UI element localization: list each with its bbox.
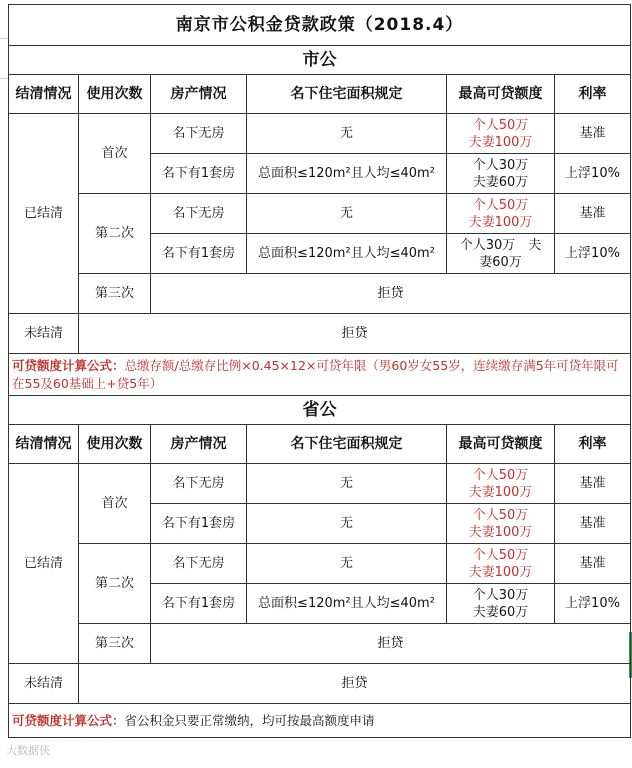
header-settlement: 结清情况 [9, 75, 79, 114]
property-cell: 名下无房 [151, 194, 247, 234]
amount-cell: 个人50万 夫妻100万 [447, 544, 555, 584]
header-max-amount: 最高可贷额度 [447, 425, 555, 464]
watermark: 大数据侠 [6, 744, 50, 757]
sheet-gridline [0, 38, 8, 39]
usage-third-cell: 第三次 [79, 624, 151, 664]
rate-cell: 基准 [555, 194, 631, 234]
table-row [9, 314, 631, 354]
table-row [9, 464, 631, 504]
sheet-gridline [0, 78, 8, 79]
area-cell: 无 [247, 504, 447, 544]
section-title-province: 省公 [9, 396, 631, 425]
usage-first-cell: 首次 [79, 114, 151, 194]
amount-cell: 个人30万 夫 妻60万 [447, 234, 555, 274]
amount-cell: 个人50万 夫妻100万 [447, 504, 555, 544]
property-cell: 名下有1套房 [151, 504, 247, 544]
header-settlement: 结清情况 [9, 425, 79, 464]
header-usage-count: 使用次数 [79, 425, 151, 464]
header-max-amount: 最高可贷额度 [447, 75, 555, 114]
table-row [9, 664, 631, 704]
header-row-province [9, 425, 631, 464]
rate-cell: 基准 [555, 114, 631, 154]
rate-cell: 基准 [555, 464, 631, 504]
table-row [9, 114, 631, 154]
amount-cell: 个人50万 夫妻100万 [447, 114, 555, 154]
table-row [9, 544, 631, 584]
header-property: 房产情况 [151, 75, 247, 114]
sheet-title: 南京市公积金贷款政策（2018.4） [9, 5, 631, 46]
usage-third-cell: 第三次 [79, 274, 151, 314]
refuse-cell: 拒贷 [151, 274, 631, 314]
table-row [9, 194, 631, 234]
unsettled-cell: 未结清 [9, 664, 79, 704]
property-cell: 名下有1套房 [151, 154, 247, 194]
settled-cell: 已结清 [9, 114, 79, 314]
table-row [9, 624, 631, 664]
amount-cell: 个人30万 夫妻60万 [447, 154, 555, 194]
header-area-rule: 名下住宅面积规定 [247, 75, 447, 114]
property-cell: 名下无房 [151, 464, 247, 504]
rate-cell: 上浮10% [555, 584, 631, 624]
formula-label: 可贷额度计算公式： [12, 712, 125, 728]
amount-cell: 个人50万 夫妻100万 [447, 194, 555, 234]
area-cell: 总面积≤120m²且人均≤40m² [247, 154, 447, 194]
formula-note-city [9, 354, 631, 396]
property-cell: 名下无房 [151, 544, 247, 584]
property-cell: 名下无房 [151, 114, 247, 154]
amount-cell: 个人50万 夫妻100万 [447, 464, 555, 504]
header-property: 房产情况 [151, 425, 247, 464]
usage-first-cell: 首次 [79, 464, 151, 544]
area-cell: 无 [247, 464, 447, 504]
header-area-rule: 名下住宅面积规定 [247, 425, 447, 464]
formula-text: 省公积金只要正常缴纳，均可按最高额度申请 [124, 712, 375, 728]
formula-text: 总缴存额/总缴存比例×0.45×12×可贷年限（男60岁女55岁，连续缴存满5年可贷年限可在55及60基础上+贷5年） [12, 357, 619, 391]
area-cell: 无 [247, 194, 447, 234]
policy-sheet [8, 4, 630, 738]
policy-table [8, 4, 631, 738]
amount-cell: 个人30万 夫妻60万 [447, 584, 555, 624]
rate-cell: 基准 [555, 544, 631, 584]
area-cell: 无 [247, 114, 447, 154]
rate-cell: 上浮10% [555, 234, 631, 274]
area-cell: 总面积≤120m²且人均≤40m² [247, 584, 447, 624]
header-row-city [9, 75, 631, 114]
rate-cell: 上浮10% [555, 154, 631, 194]
refuse-cell: 拒贷 [79, 664, 631, 704]
header-usage-count: 使用次数 [79, 75, 151, 114]
usage-second-cell: 第二次 [79, 544, 151, 624]
unsettled-cell: 未结清 [9, 314, 79, 354]
header-rate: 利率 [555, 425, 631, 464]
header-rate: 利率 [555, 75, 631, 114]
rate-cell: 基准 [555, 504, 631, 544]
refuse-cell: 拒贷 [151, 624, 631, 664]
usage-second-cell: 第二次 [79, 194, 151, 274]
area-cell: 无 [247, 544, 447, 584]
formula-label: 可贷额度计算公式： [12, 357, 125, 373]
refuse-cell: 拒贷 [79, 314, 631, 354]
area-cell: 总面积≤120m²且人均≤40m² [247, 234, 447, 274]
property-cell: 名下有1套房 [151, 234, 247, 274]
settled-cell: 已结清 [9, 464, 79, 664]
property-cell: 名下有1套房 [151, 584, 247, 624]
formula-note-province [9, 704, 631, 738]
table-row [9, 274, 631, 314]
section-title-city: 市公 [9, 46, 631, 75]
